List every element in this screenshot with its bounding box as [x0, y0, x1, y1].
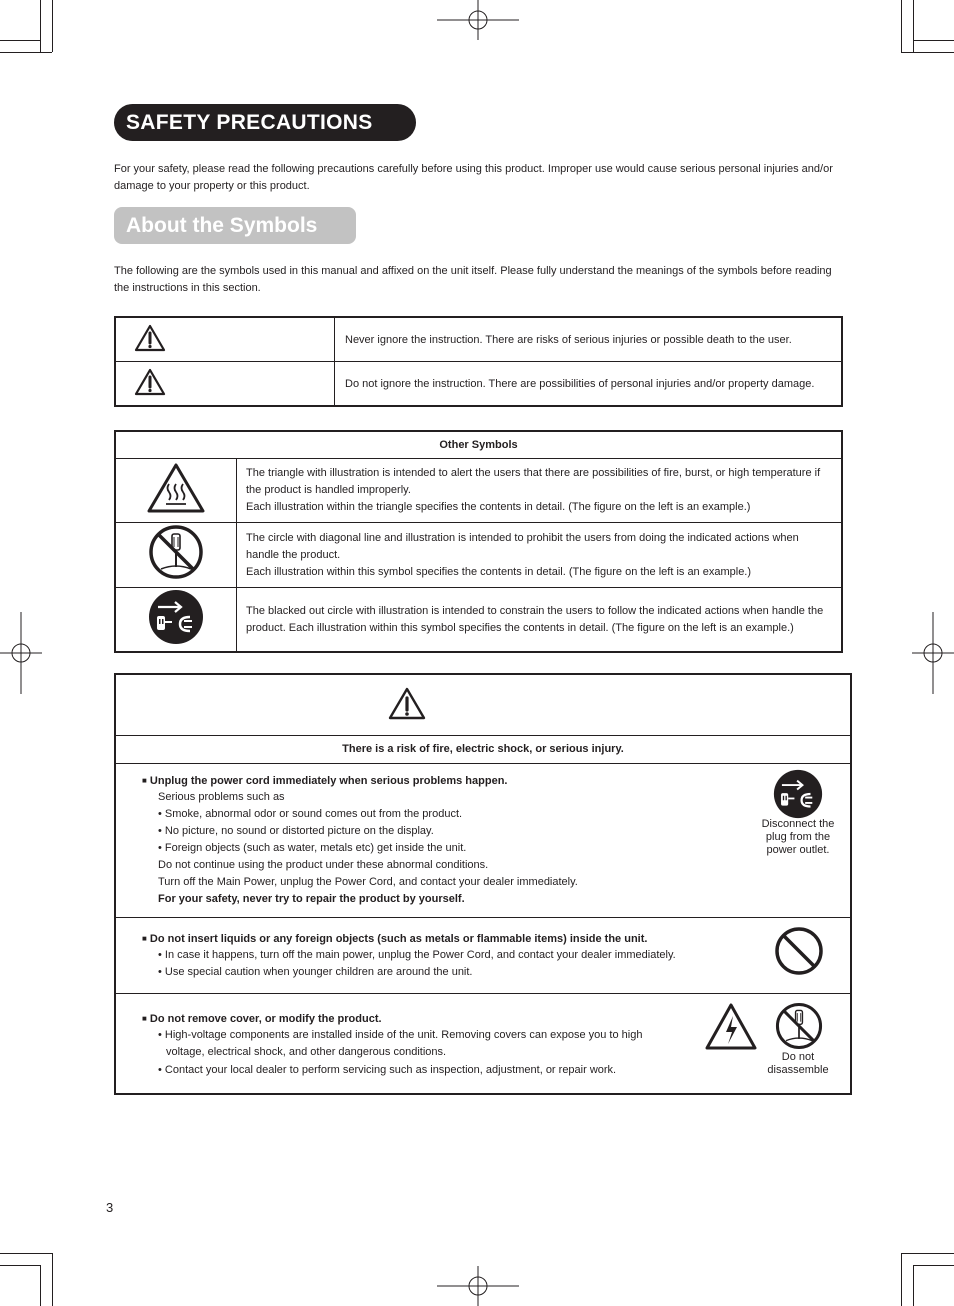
- symbol-description: Do not ignore the instruction. There are possibilities of personal injuries and/or property damage.: [335, 362, 843, 407]
- table-row: [115, 523, 842, 588]
- divider: [116, 763, 850, 764]
- section-line: • Foreign objects (such as water, metals etc) get inside the unit.: [158, 842, 467, 854]
- do-not-disassemble-icon: [774, 1001, 824, 1051]
- warning-box: [114, 673, 852, 1095]
- section-line: Turn off the Main Power, unplug the Power Cord, and contact your dealer immediately.: [158, 876, 578, 888]
- warning-triangle-icon: [134, 324, 166, 352]
- section-title-unplug: ■ Unplug the power cord immediately when serious problems happen.: [142, 775, 508, 787]
- section-line: • In case it happens, turn off the main power, unplug the Power Cord, and contact your dealer immediately.: [158, 949, 676, 961]
- unplug-instruction-icon: [148, 589, 204, 645]
- section-bold-line: For your safety, never try to repair the product by yourself.: [158, 893, 465, 905]
- symbol-description: The circle with diagonal line and illustration is intended to prohibit the users from doing the indicated actions when handle the product. Each illustration within this symbol specifies the contents in detail. (The figure on the left is an example.): [237, 523, 843, 588]
- symbol-description: The blacked out circle with illustration is intended to constrain the users to follow the indicated actions when handle the product. Each illustration within this symbol specifies the contents in detail. (The figure on the left is an example.): [237, 588, 843, 653]
- prohibition-icon: [774, 926, 824, 976]
- section-line: • Contact your local dealer to perform servicing such as inspection, adjustment, or repair work.: [158, 1064, 617, 1076]
- section-title-no-liquids: ■ Do not insert liquids or any foreign objects (such as metals or flammable items) inside the unit.: [142, 933, 648, 945]
- page-title: SAFETY PRECAUTIONS: [114, 104, 416, 141]
- warning-triangle-icon: [388, 687, 426, 721]
- symbol-description: The triangle with illustration is intended to alert the users that there are possibilities of fire, burst, or high temperature if the product is handled improperly. Each illustration within the triangle specifies the contents in detail. (The figure on the left is an example.): [237, 459, 843, 523]
- symbol-cell: [115, 362, 335, 407]
- high-voltage-triangle-icon: [704, 1002, 758, 1052]
- bullet-square-icon: ■: [142, 1014, 147, 1023]
- registration-mark-top: [437, 0, 519, 40]
- section-title-symbols: About the Symbols: [114, 207, 356, 244]
- divider: [116, 993, 850, 994]
- page-number: 3: [106, 1200, 114, 1215]
- table-row: [115, 362, 842, 407]
- unplug-instruction-icon: [773, 769, 823, 819]
- section-line: voltage, electrical shock, and other dangerous conditions.: [166, 1046, 447, 1058]
- divider: [116, 735, 850, 736]
- symbol-table: [114, 316, 843, 407]
- symbol-description: Never ignore the instruction. There are risks of serious injuries or possible death to the user.: [345, 333, 792, 346]
- symbol-cell: [115, 317, 335, 362]
- caution-triangle-icon: [134, 368, 166, 396]
- section-line: Serious problems such as: [158, 791, 285, 803]
- intro-paragraph: For your safety, please read the following precautions carefully before using this product. Improper use would cause serious personal injuries and/or damage to your property or this product.: [114, 163, 833, 192]
- table-row: [115, 588, 842, 653]
- section-title-no-cover-removal: ■ Do not remove cover, or modify the product.: [142, 1013, 382, 1025]
- section-line: • Use special caution when younger children are around the unit.: [158, 966, 473, 978]
- registration-mark-bottom: [437, 1266, 519, 1306]
- symbol-cell: [115, 523, 237, 588]
- unplug-caption: Disconnect the plug from the power outlet.: [761, 818, 835, 856]
- symbols-intro-paragraph: The following are the symbols used in this manual and affixed on the unit itself. Please fully understand the meanings of the symbols before reading the instructions in this section.: [114, 265, 832, 294]
- registration-mark-left: [0, 612, 42, 694]
- other-symbols-table: [114, 430, 843, 653]
- section-line: • High-voltage components are installed inside of the unit. Removing covers can expose you to high: [158, 1029, 643, 1041]
- disassemble-caption: Do not disassemble: [767, 1051, 829, 1076]
- section-line: • Smoke, abnormal odor or sound comes out from the product.: [158, 808, 463, 820]
- other-symbols-header: Other Symbols: [115, 431, 842, 459]
- do-not-disassemble-icon: [147, 523, 205, 581]
- table-row: [115, 459, 842, 523]
- registration-mark-right: [912, 612, 954, 694]
- symbol-cell: [115, 588, 237, 653]
- risk-statement: There is a risk of fire, electric shock, or serious injury.: [342, 743, 624, 755]
- symbol-cell: [115, 459, 237, 523]
- high-temperature-triangle-icon: [146, 462, 206, 514]
- table-row: [115, 317, 842, 362]
- bullet-square-icon: ■: [142, 934, 147, 943]
- divider: [116, 917, 850, 918]
- bullet-square-icon: ■: [142, 776, 147, 785]
- section-line: • No picture, no sound or distorted picture on the display.: [158, 825, 434, 837]
- section-line: Do not continue using the product under these abnormal conditions.: [158, 859, 489, 871]
